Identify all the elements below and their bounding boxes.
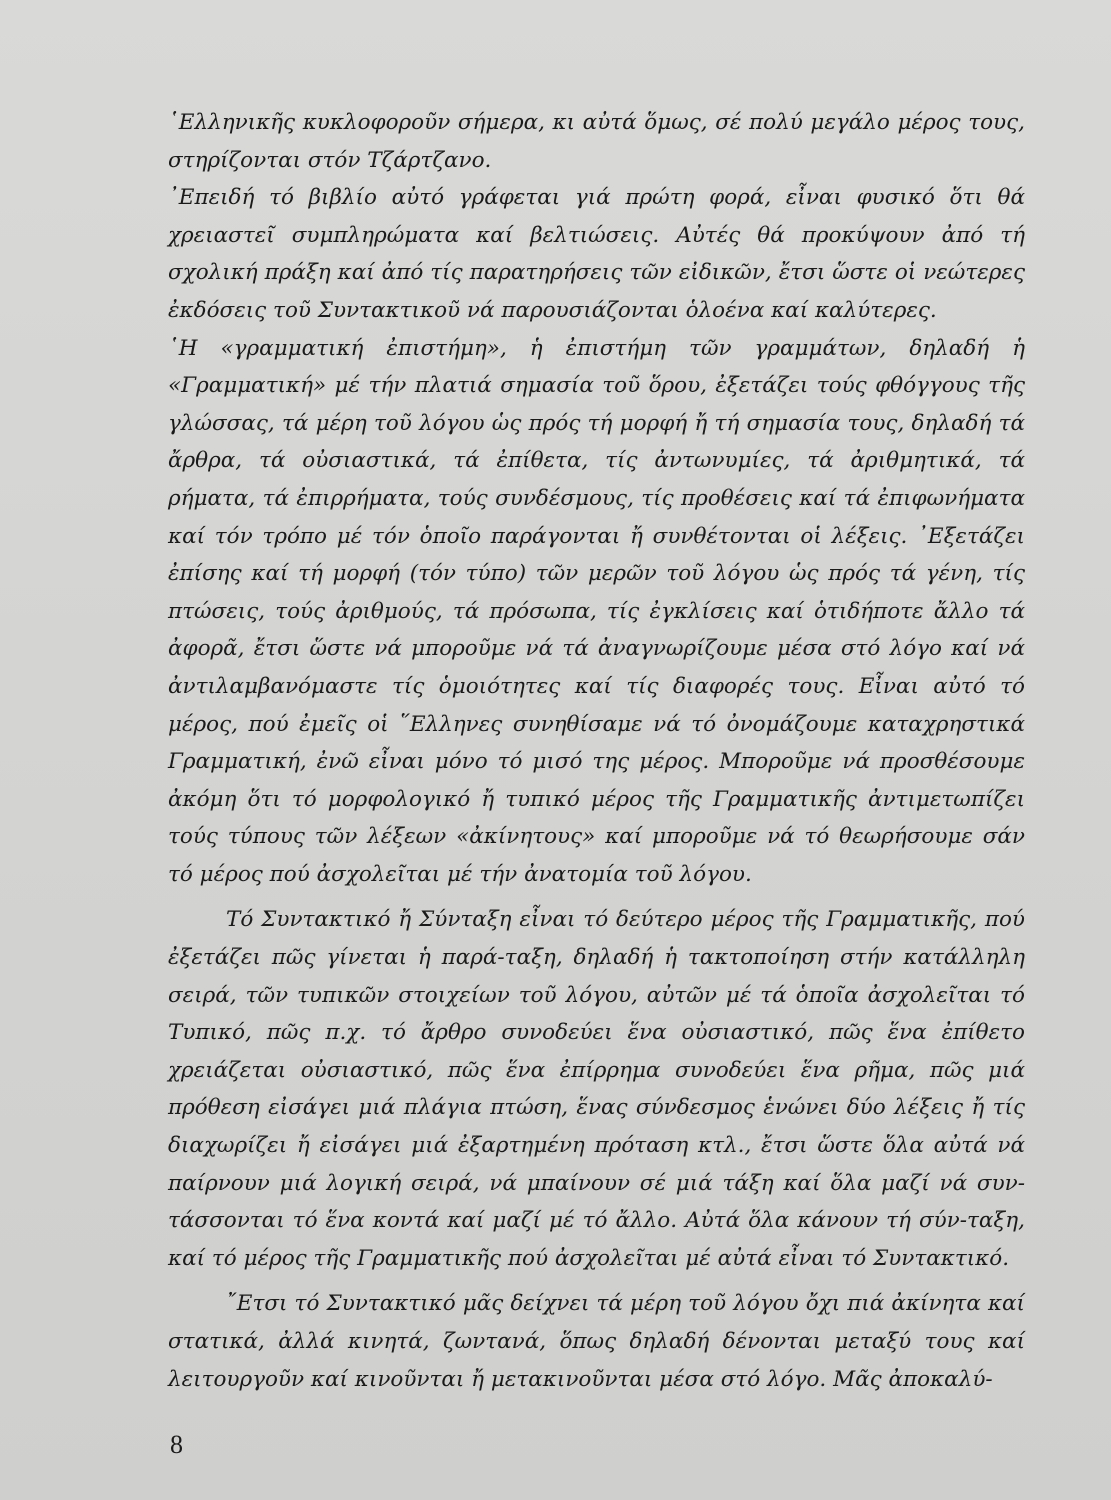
paragraph-3: ῾Η «γραμματική ἐπιστήμη», ἡ ἐπιστήμη τῶν γραμμάτων, δηλαδή ἡ «Γραμματική» μέ τήν πλατιά σημασία τοῦ ὅρου, ἐξετάζει τούς φθόγγους τῆς γλώσσας, τά μέρη τοῦ λόγου ὡς πρός τή μορφή ἤ τή σημασία τους, δηλαδή τά ἄρθρα, τά οὐσιαστικά, τά ἐπίθετα, τίς ἀντωνυμίες, τά ἀριθμητικά, τά ρήματα, τά ἐπιρρήματα, τούς συνδέσμους, τίς προθέσεις καί τά ἐπιφωνήματα καί τόν τρόπο μέ τόν ὁποῖο παράγονται ἤ συνθέτονται οἱ λέξεις. ᾿Εξετάζει ἐπίσης καί τή μορφή (τόν τύπο) τῶν μερῶν τοῦ λόγου ὡς πρός τά γένη, τίς πτώσεις, τούς ἀριθμούς, τά πρόσωπα, τίς ἐγκλίσεις καί ὁτιδήποτε ἄλλο τά ἀφορᾶ, ἔτσι ὥστε νά μποροῦμε νά τά ἀναγνωρίζουμε μέσα στό λόγο καί νά ἀντιλαμβανόμαστε τίς ὁμοιότητες καί τίς διαφορές τους. Εἶναι αὐτό τό μέρος, πού ἐμεῖς οἱ ῞Ελληνες συνηθίσαμε νά τό ὀνομάζουμε καταχρηστικά Γραμματική, ἐνῶ εἶναι μόνο τό μισό της μέρος. Μποροῦμε νά προσθέσουμε ἀκόμη ὅτι τό μορφολογικό ἤ τυπικό μέρος τῆς Γραμματικῆς ἀντιμετωπίζει τούς τύπους τῶν λέξεων «ἀκίνητους» καί μποροῦμε νά τό θεωρήσουμε σάν τό μέρος πού ἀσχολεῖται μέ τήν ἀνατομία τοῦ λόγου. [168,335,1025,887]
body-text [168,104,1025,1398]
paragraph-2: ᾿Επειδή τό βιβλίο αὐτό γράφεται γιά πρώτη φορά, εἶναι φυσικό ὅτι θά χρειαστεῖ συμπληρώματα καί βελτιώσεις. Αὐτές θά προκύψουν ἀπό τή σχολική πράξη καί ἀπό τίς παρατηρήσεις τῶν εἰδικῶν, ἔτσι ὥστε οἱ νεώτερες ἐκδόσεις τοῦ Συντακτικοῦ νά παρουσιάζονται ὁλοένα καί καλύτερες. [168,185,1025,323]
paragraph-5: ῎Ετσι τό Συντακτικό μᾶς δείχνει τά μέρη τοῦ λόγου ὄχι πιά ἀκίνητα καί στατικά, ἀλλά κινητά, ζωντανά, ὅπως δηλαδή δένονται μεταξύ τους καί λειτουργοῦν καί κινοῦνται ἤ μετακινοῦνται μέσα στό λόγο. Μᾶς ἀποκαλύ- [168,1291,1025,1392]
page-number: 8 [170,1430,183,1459]
paragraph-4: Τό Συντακτικό ἤ Σύνταξη εἶναι τό δεύτερο μέρος τῆς Γραμματικῆς, πού ἐξετάζει πῶς γίνεται ἡ παρά-ταξη, δηλαδή ἡ τακτοποίηση στήν κατάλληλη σειρά, τῶν τυπικῶν στοιχείων τοῦ λόγου, αὐτῶν μέ τά ὁποῖα ἀσχολεῖται τό Τυπικό, πῶς π.χ. τό ἄρθρο συνοδεύει ἕνα οὐσιαστικό, πῶς ἕνα ἐπίθετο χρειάζεται οὐσιαστικό, πῶς ἕνα ἐπίρρημα συνοδεύει ἕνα ρῆμα, πῶς μιά πρόθεση εἰσάγει μιά πλάγια πτώση, ἕνας σύνδεσμος ἑνώνει δύο λέξεις ἤ τίς διαχωρίζει ἤ εἰσάγει μιά ἐξαρτημένη πρόταση κτλ., ἔτσι ὥστε ὅλα αὐτά νά παίρνουν μιά λογική σειρά, νά μπαίνουν σέ μιά τάξη καί ὅλα μαζί νά συν-τάσσονται τό ἕνα κοντά καί μαζί μέ τό ἄλλο. Αὐτά ὅλα κάνουν τή σύν-ταξη, καί τό μέρος τῆς Γραμματικῆς πού ἀσχολεῖται μέ αὐτά εἶναι τό Συντακτικό. [168,907,1025,1271]
paragraph-1: ῾Ελληνικῆς κυκλοφοροῦν σήμερα, κι αὐτά ὅμως, σέ πολύ μεγάλο μέρος τους, στηρίζονται στόν Τζάρτζανο. [168,110,1025,173]
